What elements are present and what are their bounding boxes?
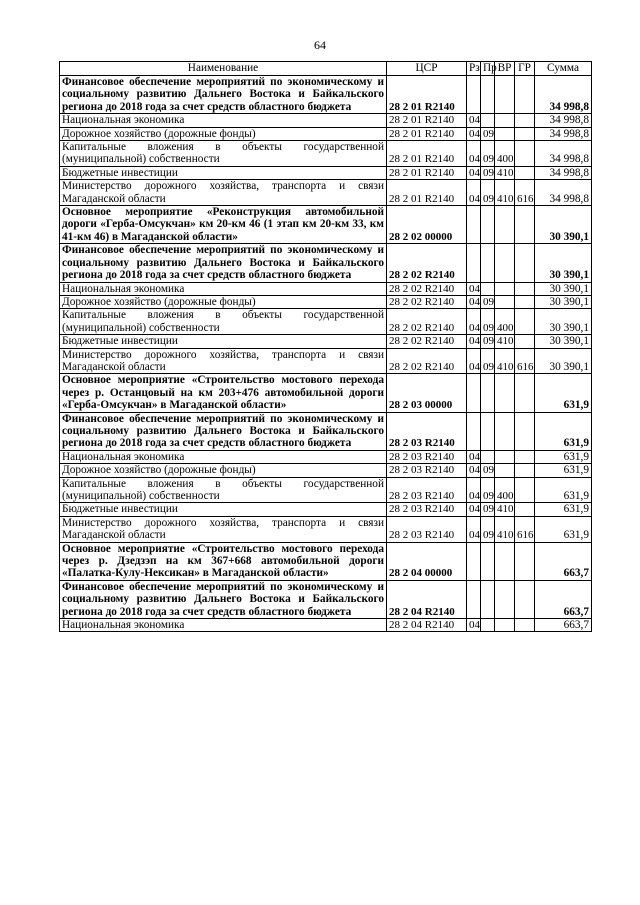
row-vr <box>495 619 515 632</box>
header-vr: ВР <box>495 62 515 76</box>
row-rz <box>467 244 481 282</box>
row-pr <box>481 374 495 412</box>
row-pr <box>481 76 495 114</box>
row-gr <box>515 282 535 295</box>
row-rz: 04 <box>467 114 481 127</box>
row-name: Национальная экономика <box>60 619 387 632</box>
row-pr: 09 <box>481 309 495 335</box>
row-sum: 663,7 <box>535 619 592 632</box>
row-vr: 410 <box>495 348 515 374</box>
row-sum: 34 998,8 <box>535 114 592 127</box>
row-sum: 631,9 <box>535 516 592 542</box>
row-vr <box>495 412 515 450</box>
row-pr: 09 <box>481 335 495 348</box>
table-row <box>60 309 592 335</box>
row-pr: 09 <box>481 141 495 167</box>
row-csr: 28 2 03 00000 <box>387 374 467 412</box>
row-sum: 30 390,1 <box>535 348 592 374</box>
table-row <box>60 76 592 114</box>
row-gr <box>515 450 535 463</box>
row-gr <box>515 76 535 114</box>
row-gr <box>515 295 535 308</box>
row-pr: 09 <box>481 503 495 516</box>
row-gr <box>515 309 535 335</box>
row-pr: 09 <box>481 166 495 179</box>
row-name: Основное мероприятие «Строительство мостового перехода через р. Останцовый на км 203+476 автомобильной дороги «Герба-Омсукчан» в Магаданской области» <box>60 374 387 412</box>
row-gr <box>515 619 535 632</box>
row-gr <box>515 580 535 618</box>
row-sum: 30 390,1 <box>535 335 592 348</box>
row-vr <box>495 374 515 412</box>
page-number: 64 <box>314 38 326 52</box>
row-rz <box>467 206 481 244</box>
table-row <box>60 412 592 450</box>
table-row <box>60 503 592 516</box>
row-rz: 04 <box>467 477 481 503</box>
row-name: Национальная экономика <box>60 114 387 127</box>
row-sum: 34 998,8 <box>535 180 592 206</box>
table-body <box>60 76 592 632</box>
row-vr: 410 <box>495 516 515 542</box>
row-gr <box>515 141 535 167</box>
row-name: Министерство дорожного хозяйства, транспорта и связи Магаданской области <box>60 180 387 206</box>
row-pr <box>481 206 495 244</box>
row-csr: 28 2 01 R2140 <box>387 76 467 114</box>
row-rz: 04 <box>467 282 481 295</box>
row-gr <box>515 412 535 450</box>
row-pr: 09 <box>481 127 495 140</box>
table-row <box>60 141 592 167</box>
table-row <box>60 477 592 503</box>
row-gr <box>515 503 535 516</box>
row-name: Капитальные вложения в объекты государственной (муниципальной) собственности <box>60 141 387 167</box>
row-csr: 28 2 04 R2140 <box>387 619 467 632</box>
row-gr <box>515 542 535 580</box>
table-row <box>60 516 592 542</box>
row-sum: 30 390,1 <box>535 295 592 308</box>
row-name: Капитальные вложения в объекты государственной (муниципальной) собственности <box>60 309 387 335</box>
row-rz: 04 <box>467 348 481 374</box>
row-vr <box>495 464 515 477</box>
row-sum: 631,9 <box>535 503 592 516</box>
row-vr <box>495 244 515 282</box>
row-sum: 34 998,8 <box>535 141 592 167</box>
row-vr: 400 <box>495 309 515 335</box>
row-name: Основное мероприятие «Строительство мостового перехода через р. Дзедзэп на км 367+668 автомобильной дороги «Палатка-Кулу-Нексикан» в Магаданской области» <box>60 542 387 580</box>
row-name: Капитальные вложения в объекты государственной (муниципальной) собственности <box>60 477 387 503</box>
row-name: Министерство дорожного хозяйства, транспорта и связи Магаданской области <box>60 348 387 374</box>
table-row <box>60 542 592 580</box>
header-pr: Пр <box>481 62 495 76</box>
row-pr <box>481 542 495 580</box>
row-pr <box>481 114 495 127</box>
row-pr <box>481 244 495 282</box>
header-gr: ГР <box>515 62 535 76</box>
row-gr <box>515 464 535 477</box>
row-name: Бюджетные инвестиции <box>60 335 387 348</box>
row-pr: 09 <box>481 477 495 503</box>
row-csr: 28 2 01 R2140 <box>387 127 467 140</box>
row-csr: 28 2 02 R2140 <box>387 335 467 348</box>
budget-table <box>59 61 592 632</box>
row-gr: 616 <box>515 180 535 206</box>
row-sum: 34 998,8 <box>535 166 592 179</box>
table-row <box>60 295 592 308</box>
row-rz <box>467 580 481 618</box>
row-rz <box>467 76 481 114</box>
row-pr <box>481 412 495 450</box>
row-sum: 30 390,1 <box>535 206 592 244</box>
row-name: Дорожное хозяйство (дорожные фонды) <box>60 464 387 477</box>
row-pr: 09 <box>481 348 495 374</box>
row-name: Финансовое обеспечение мероприятий по экономическому и социальному развитию Дальнего Востока и Байкальского региона до 2018 года за счет средств областного бюджета <box>60 244 387 282</box>
row-rz: 04 <box>467 450 481 463</box>
row-vr <box>495 580 515 618</box>
row-name: Финансовое обеспечение мероприятий по экономическому и социальному развитию Дальнего Востока и Байкальского региона до 2018 года за счет средств областного бюджета <box>60 412 387 450</box>
row-vr <box>495 206 515 244</box>
row-vr <box>495 76 515 114</box>
table-row <box>60 166 592 179</box>
table-row <box>60 580 592 618</box>
row-vr: 410 <box>495 180 515 206</box>
row-vr <box>495 282 515 295</box>
table-row <box>60 450 592 463</box>
header-name: Наименование <box>60 62 387 76</box>
row-rz: 04 <box>467 464 481 477</box>
row-vr: 400 <box>495 477 515 503</box>
row-name: Национальная экономика <box>60 450 387 463</box>
row-gr <box>515 244 535 282</box>
header-rz: Рз <box>467 62 481 76</box>
row-gr <box>515 206 535 244</box>
row-vr <box>495 450 515 463</box>
row-csr: 28 2 03 R2140 <box>387 477 467 503</box>
row-vr: 400 <box>495 141 515 167</box>
row-vr: 410 <box>495 166 515 179</box>
row-name: Финансовое обеспечение мероприятий по экономическому и социальному развитию Дальнего Востока и Байкальского региона до 2018 года за счет средств областного бюджета <box>60 580 387 618</box>
row-rz <box>467 374 481 412</box>
row-name: Национальная экономика <box>60 282 387 295</box>
table-row <box>60 464 592 477</box>
row-pr <box>481 450 495 463</box>
row-vr <box>495 542 515 580</box>
row-rz: 04 <box>467 619 481 632</box>
row-csr: 28 2 02 00000 <box>387 206 467 244</box>
row-csr: 28 2 03 R2140 <box>387 412 467 450</box>
row-sum: 631,9 <box>535 450 592 463</box>
row-rz: 04 <box>467 335 481 348</box>
row-csr: 28 2 01 R2140 <box>387 166 467 179</box>
row-csr: 28 2 03 R2140 <box>387 516 467 542</box>
table-row <box>60 282 592 295</box>
row-csr: 28 2 01 R2140 <box>387 180 467 206</box>
row-csr: 28 2 03 R2140 <box>387 503 467 516</box>
row-gr <box>515 166 535 179</box>
row-rz: 04 <box>467 127 481 140</box>
row-name: Основное мероприятие «Реконструкция автомобильной дороги «Герба-Омсукчан» км 20-км 46 (1 этап км 20-км 33, км 41-км 46) в Магаданской области» <box>60 206 387 244</box>
header-sum: Сумма <box>535 62 592 76</box>
row-csr: 28 2 02 R2140 <box>387 295 467 308</box>
row-gr <box>515 114 535 127</box>
row-sum: 663,7 <box>535 542 592 580</box>
row-sum: 631,9 <box>535 477 592 503</box>
row-vr <box>495 114 515 127</box>
row-pr: 09 <box>481 180 495 206</box>
row-sum: 30 390,1 <box>535 244 592 282</box>
row-csr: 28 2 04 00000 <box>387 542 467 580</box>
row-csr: 28 2 03 R2140 <box>387 450 467 463</box>
row-sum: 34 998,8 <box>535 127 592 140</box>
table-row <box>60 127 592 140</box>
row-sum: 34 998,8 <box>535 76 592 114</box>
header-csr: ЦСР <box>387 62 467 76</box>
row-sum: 631,9 <box>535 464 592 477</box>
row-rz <box>467 412 481 450</box>
table-row <box>60 335 592 348</box>
row-vr <box>495 295 515 308</box>
table-row <box>60 348 592 374</box>
table-row <box>60 374 592 412</box>
row-sum: 631,9 <box>535 374 592 412</box>
row-csr: 28 2 04 R2140 <box>387 580 467 618</box>
table-row <box>60 619 592 632</box>
row-rz: 04 <box>467 516 481 542</box>
row-csr: 28 2 02 R2140 <box>387 348 467 374</box>
row-gr <box>515 335 535 348</box>
row-gr <box>515 477 535 503</box>
table-row <box>60 244 592 282</box>
row-pr <box>481 282 495 295</box>
row-rz: 04 <box>467 141 481 167</box>
row-name: Бюджетные инвестиции <box>60 166 387 179</box>
row-pr: 09 <box>481 295 495 308</box>
row-sum: 631,9 <box>535 412 592 450</box>
row-rz: 04 <box>467 295 481 308</box>
table-row <box>60 114 592 127</box>
row-gr: 616 <box>515 348 535 374</box>
row-gr <box>515 374 535 412</box>
row-name: Бюджетные инвестиции <box>60 503 387 516</box>
row-vr: 410 <box>495 503 515 516</box>
table-row <box>60 180 592 206</box>
row-gr: 616 <box>515 516 535 542</box>
row-csr: 28 2 02 R2140 <box>387 244 467 282</box>
row-rz: 04 <box>467 309 481 335</box>
row-csr: 28 2 01 R2140 <box>387 114 467 127</box>
row-rz: 04 <box>467 180 481 206</box>
row-pr: 09 <box>481 464 495 477</box>
row-csr: 28 2 03 R2140 <box>387 464 467 477</box>
row-rz <box>467 542 481 580</box>
row-vr <box>495 127 515 140</box>
row-gr <box>515 127 535 140</box>
table-row <box>60 206 592 244</box>
row-csr: 28 2 01 R2140 <box>387 141 467 167</box>
row-sum: 30 390,1 <box>535 282 592 295</box>
row-csr: 28 2 02 R2140 <box>387 282 467 295</box>
table-header-row <box>60 62 592 76</box>
row-name: Дорожное хозяйство (дорожные фонды) <box>60 127 387 140</box>
row-pr: 09 <box>481 516 495 542</box>
row-rz: 04 <box>467 503 481 516</box>
row-csr: 28 2 02 R2140 <box>387 309 467 335</box>
row-name: Финансовое обеспечение мероприятий по экономическому и социальному развитию Дальнего Востока и Байкальского региона до 2018 года за счет средств областного бюджета <box>60 76 387 114</box>
row-rz: 04 <box>467 166 481 179</box>
row-vr: 410 <box>495 335 515 348</box>
row-pr <box>481 580 495 618</box>
row-sum: 30 390,1 <box>535 309 592 335</box>
row-pr <box>481 619 495 632</box>
row-name: Министерство дорожного хозяйства, транспорта и связи Магаданской области <box>60 516 387 542</box>
row-name: Дорожное хозяйство (дорожные фонды) <box>60 295 387 308</box>
row-sum: 663,7 <box>535 580 592 618</box>
